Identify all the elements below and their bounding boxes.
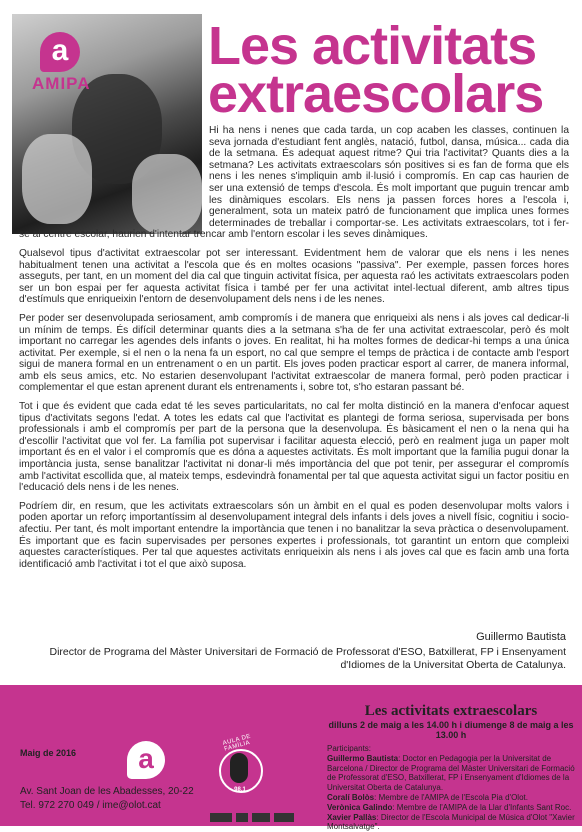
phone-email: Tel. 972 270 049 / ime@olot.cat: [20, 800, 161, 811]
author-role-2: d'Idiomes de la Universitat Oberta de Catalunya.: [340, 659, 566, 671]
paragraph-4: Tot i que és evident que cada edat té les seves particularitats, no cal fer molta distinció en la manera d'enfocar aquest tipus d'activitats segons l'edat. A totes les edats cal que l'activitat es plantegi de forma seriosa, supervisada per bons professionals i amb el compromís per part de la persona que la desenvolupa. És bàsicament el nen o la nena qui ha d'escollir l'activitat que vol fer. La família pot supervisar i facilitar aquesta elecció, però en realment juga un paper molt important és en el valor i el compromís que es dóna a aquestes activitats. És molt important que la família pugui donar la importància justa, sense banalitzar l'activitat ni donar-li més importància del que pot tenir, per assegurar el compromís amb l'activitat escollida que, al mateix temps, esdevindrà fonamental per tal que aquesta activitat sigui un factor positiu en l'educació dels nens i de les nenes.: [19, 401, 569, 494]
author-role-1: Director de Programa del Màster Universitari de Formació de Professorat d'ESO, Batxillerat, FP i Ensenyament: [49, 646, 566, 658]
program-dates: dilluns 2 de maig a les 14.00 h i diumenge 8 de maig a les 13.00 h: [328, 720, 574, 740]
contact-info: [20, 785, 194, 813]
address: Av. Sant Joan de les Abadesses, 20-22: [20, 786, 194, 797]
article-body: [19, 125, 569, 577]
sponsor-logo: [274, 813, 294, 822]
page-title: [208, 16, 578, 124]
sponsor-logo: [252, 813, 270, 822]
sponsor-logo: [236, 813, 248, 822]
participant: Coralí Bolòs: Membre de l'AMIPA de l'Escola Pia d'Olot.: [327, 792, 528, 802]
amipa-logo: [32, 32, 92, 98]
participant: Xavier Pallàs: Director de l'Escola Municipal de Música d'Olot "Xavier Montsalvatge".: [327, 812, 575, 832]
photo-spacer: [19, 125, 209, 220]
radio-frequency: 98.1: [234, 787, 246, 793]
author-signature: [6, 631, 566, 672]
sponsor-logo: [210, 813, 232, 822]
paragraph-1: Hi ha nens i nenes que cada tarda, un cop acaben les classes, continuen la seva jornada d'estudiant fent anglès, natació, futbol, dansa, música... cada dia de la setmana. És adequat aquest ritme? Qui tria l'activitat? Quants dies a la setmana? Les activitats extraescolars són positives si es fan de forma que els nens i les nenes s'impliquin amb il·lusió i compromís. En cap cas haurien de ser una extensió de temps d'escola. És molt important que puguin trencar amb les dinàmiques escolars. Els nens ja passen forces hores a l'escola i, generalment, sota un mateix patró de funcionament que implica unes formes determinades de treballar i comportar-se. Les activitats extraescolars, tot i fer-se al centre escolar, haurien d'intentar trencar amb l'entorn escolar i les seves dinàmiques.: [19, 125, 569, 241]
title-line-1: Les activitats: [208, 16, 537, 76]
participants-label: Participants:: [327, 744, 372, 753]
participants-list: [327, 744, 575, 832]
participant: Verònica Galindo: Membre de l'AMIPA de la Llar d'Infants Sant Roc.: [327, 802, 572, 812]
paragraph-2: Qualsevol tipus d'activitat extraescolar pot ser interessant. Evidentment hem de valorar que els nens i les nenes habitualment tenen una activitat a l'escola que és en moltes ocasions "passiva". Per exemple, passen forces hores asseguts, per tant, en un moment del dia cal que tinguin activitat física, per aquesta raó les activitats extraescolars poden ser un bon espai per fer aquesta activitat física i també per fer una activitat intel·lectual diferent, amb altres tipus d'estímuls que enriqueixin l'entorn de desenvolupament dels nens i de les nenes.: [19, 247, 569, 306]
microphone-icon: [230, 753, 248, 783]
footer-banner: [0, 685, 582, 832]
sponsor-logos: [210, 813, 294, 823]
amipa-logo-name: AMIPA: [32, 74, 91, 93]
paragraph-5: Podríem dir, en resum, que les activitats extraescolars són un àmbit en el qual es poden desenvolupar molts valors i poden aportar un reforç importantíssim al desenvolupament integral dels infants i dels joves a nivell físic, cognitiu i socio-afectiu. Per tant, és molt important entendre la importància que tenen i no banalitzar la seva pràctica o desenvolupament. És important que es facin supervisades per persones expertes i professionals, tot garantint un entorn que compleixi aquestes característiques. Per tal que aquestes activitats enriqueixin als nens i als joves cal que es facin amb una forta identificació amb l'activitat i tot el que això suposa.: [19, 500, 569, 570]
participant: Guillermo Bautista: Doctor en Pedagogia per la Universitat de Barcelona / Director de Programa del Màster Universitari de Formació de Professorat d'ESO, Batxillerat, FP i Ensenyament d'Idiomes de la Universitat Oberta de Catalunya.: [327, 753, 575, 793]
paragraph-3: Per poder ser desenvolupada seriosament, amb compromís i de manera que enriqueixi als nens i als joves cal dedicar-li un mínim de temps. És difícil determinar quants dies a la setmana s'ha de fer una activitat extraescolar, però és molt important no carregar les agendes dels infants o joves. En realitat, hi ha moltes formes de dedicar-hi temps a una única activitat. Per exemple, si el nen o la nena fa un esport, no cal que sempre el temps de pràctica i de contacte amb l'esport sigui de manera formal en un entrenament o en un partit. Els joves poden practicar esport al carrer, de manera informal, amb els seus amics, etc. No estarien desenvolupant l'activitat extraescolar de manera formal, però poden practicar i complementar el que estan aprenent durant els entrenaments i, sobre tot, s'ho estaran passant bé.: [19, 312, 569, 394]
radio-arc-text: AULA DE FAMÍLIA: [222, 733, 252, 753]
program-title: Les activitats extraescolars: [364, 703, 538, 719]
author-name: Guillermo Bautista: [476, 631, 566, 643]
amipa-logo-icon: a: [40, 32, 80, 72]
ime-logo-icon: a: [127, 741, 165, 779]
title-line-2: extraescolars: [208, 64, 544, 124]
radio-logo: [213, 733, 268, 813]
issue-date: Maig de 2016: [20, 748, 77, 758]
radio-program-info: [327, 703, 575, 832]
